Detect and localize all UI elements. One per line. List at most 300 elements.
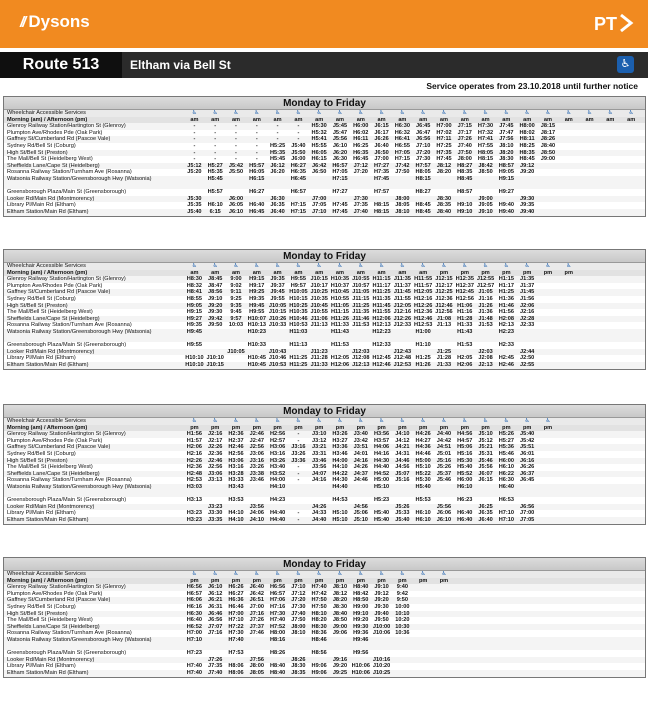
time-cell: H7:50 <box>311 603 327 610</box>
time-cell: 10:36 <box>395 630 410 637</box>
time-cell: H9:10 <box>457 208 473 215</box>
accessible-row <box>4 263 645 270</box>
time-cell: H8:26 <box>269 650 286 657</box>
time-cell: H12:45 <box>372 355 391 362</box>
time-cell: H8:20 <box>311 617 327 624</box>
time-cell: H1:26 <box>415 361 431 368</box>
time-cell: H6:45 <box>353 156 369 163</box>
time-cell: J5:31 <box>478 450 493 457</box>
time-cell <box>538 202 559 209</box>
time-cell: J4:40 <box>436 431 452 438</box>
time-cell <box>413 584 434 591</box>
time-cell: J8:40 <box>436 208 452 215</box>
timetable-row <box>4 617 645 624</box>
ampm-cell: pm <box>273 424 282 431</box>
time-cell <box>558 136 579 143</box>
time-cell: H11:05 <box>330 302 349 309</box>
time-cell <box>579 176 600 189</box>
ampm-cell: pm <box>418 577 428 584</box>
time-cell: J8:45 <box>208 276 223 283</box>
time-cell <box>621 143 642 150</box>
time-cell: J8:40 <box>332 610 348 617</box>
wheelchair-icon: ♿ <box>337 418 343 424</box>
time-cell: - <box>214 129 217 136</box>
timetable-title: Monday to Friday <box>4 97 645 110</box>
time-cell: H7:02 <box>436 129 452 136</box>
time-cell: H2:08 <box>498 315 514 322</box>
stop-name: Eltham Station/Main Rd (Eltham) <box>7 669 89 676</box>
time-cell: H2:56 <box>228 450 244 457</box>
wheelchair-icon: ♿ <box>212 571 218 577</box>
time-cell: J9:25 <box>332 669 348 676</box>
timetable-row <box>4 143 645 150</box>
time-cell <box>600 130 621 137</box>
wheelchair-icon: ♿ <box>399 110 405 116</box>
time-cell: J8:10 <box>395 208 410 215</box>
time-cell: H7:23 <box>186 650 203 657</box>
wheelchair-icon: ♿ <box>295 571 301 577</box>
time-cell: H11:15 <box>372 276 391 283</box>
time-cell <box>434 597 455 604</box>
time-cell: H3:06 <box>228 457 244 464</box>
time-cell: J2:16 <box>519 309 535 316</box>
time-cell: J10:57 <box>352 282 370 289</box>
time-cell: H4:16 <box>373 450 390 457</box>
time-cell: J5:45 <box>332 123 348 130</box>
time-cell: H7:40 <box>186 663 203 670</box>
time-cell: H6:30 <box>498 477 514 484</box>
time-cell: J9:10 <box>374 584 389 591</box>
time-cell: 10:30 <box>395 623 410 630</box>
time-cell: H6:40 <box>457 516 473 523</box>
time-cell: H4:52 <box>373 470 390 477</box>
wheelchair-icon: ♿ <box>275 418 281 424</box>
timetable-row <box>4 130 645 137</box>
time-cell: H5:16 <box>457 450 473 457</box>
stop-name: Sydney Rd/Bell St (Coburg) <box>7 142 76 149</box>
timetable-row <box>4 362 645 369</box>
time-cell: H8:57 <box>498 162 514 169</box>
ampm-cell: pm <box>252 577 261 584</box>
wheelchair-icon: ♿ <box>566 263 572 269</box>
time-cell: H4:10 <box>269 483 286 490</box>
wheelchair-icon: ♿ <box>212 110 218 116</box>
time-cell: J2:03 <box>478 348 493 355</box>
time-cell: J9:30 <box>208 309 223 316</box>
wheelchair-icon: ♿ <box>254 418 260 424</box>
time-cell: J10:26 <box>268 315 287 322</box>
time-cell: H6:23 <box>457 497 473 504</box>
time-cell: H5:10 <box>332 510 348 517</box>
time-cell: H5:40 <box>373 516 390 523</box>
time-cell: H7:10 <box>186 636 203 643</box>
time-cell <box>413 504 434 511</box>
wheelchair-icon: ♿ <box>295 418 301 424</box>
time-cell: J5:10 <box>478 431 493 438</box>
time-cell: J8:10 <box>499 142 514 149</box>
time-cell: J6:40 <box>270 208 285 215</box>
time-cell: J6:21 <box>208 597 223 604</box>
time-cell: H8:16 <box>269 636 286 643</box>
time-cell: J5:56 <box>332 136 348 143</box>
time-cell: H9:46 <box>353 636 369 643</box>
timetable-row <box>4 123 645 130</box>
time-cell: J7:05 <box>519 516 535 523</box>
time-cell: J4:31 <box>395 450 410 457</box>
time-cell: H1:17 <box>498 282 514 289</box>
time-cell: J3:35 <box>208 516 223 523</box>
time-cell <box>538 464 559 471</box>
time-cell: H6:57 <box>186 590 203 597</box>
time-cell <box>288 484 309 497</box>
time-cell: H5:26 <box>498 431 514 438</box>
time-cell: J2:17 <box>208 437 223 444</box>
time-cell: H7:25 <box>436 142 452 149</box>
time-cell: - <box>255 142 258 149</box>
time-cell: H10:33 <box>247 342 266 349</box>
timetable-block <box>3 404 646 525</box>
stop-name: Eltham Station/Main Rd (Eltham) <box>7 361 89 368</box>
time-cell: H7:00 <box>436 123 452 130</box>
time-cell: J5:30 <box>187 195 202 202</box>
time-cell <box>205 484 226 497</box>
time-cell: J3:26 <box>291 450 306 457</box>
time-cell: - <box>214 123 217 130</box>
time-cell: J9:20 <box>374 597 389 604</box>
timetable-row <box>4 444 645 451</box>
time-cell: H3:27 <box>332 437 348 444</box>
time-cell: J7:20 <box>416 149 431 156</box>
time-cell <box>267 176 288 189</box>
time-cell: H5:57 <box>249 162 265 169</box>
time-cell: 6:15 <box>209 208 221 215</box>
time-cell: J12:16 <box>393 309 412 316</box>
time-cell: H1:43 <box>457 328 473 335</box>
time-cell: J7:00 <box>519 510 535 517</box>
stop-name: Rosanna Railway Station/Turnham Ave (Rosanna) <box>7 322 132 329</box>
time-cell: J4:40 <box>312 516 327 523</box>
time-cell: H5:52 <box>457 470 473 477</box>
time-cell: J11:45 <box>393 289 411 296</box>
time-cell: 9:35 <box>230 302 242 309</box>
stop-name: Rosanna Railway Station/Turnham Ave (Rosanna) <box>7 169 132 176</box>
ampm-cell: am <box>252 269 261 276</box>
time-cell: J4:26 <box>312 503 327 510</box>
time-cell <box>267 657 288 664</box>
wheelchair-icon: ♿ <box>254 263 260 269</box>
time-cell: H10:05 <box>289 289 308 296</box>
time-cell: H8:40 <box>353 584 369 591</box>
accessible-label: Wheelchair Accessible Services <box>7 263 86 269</box>
time-cell: J3:12 <box>312 437 327 444</box>
time-cell <box>475 176 496 189</box>
time-cell: H3:46 <box>332 450 348 457</box>
time-cell: H3:23 <box>186 516 203 523</box>
time-cell: J11:13 <box>310 322 328 329</box>
wheelchair-icon: ♿ <box>441 418 447 424</box>
wheelchair-icon: ♿ <box>399 418 405 424</box>
time-cell <box>600 196 621 203</box>
time-cell: H5:10 <box>373 483 390 490</box>
time-cell: J12:08 <box>352 355 370 362</box>
timetable-row <box>4 176 645 189</box>
time-cell: J12:55 <box>476 276 495 283</box>
stop-name: Sydney Rd/Bell St (Coburg) <box>7 450 76 457</box>
time-cell: H2:16 <box>186 450 203 457</box>
time-cell: J6:20 <box>332 149 348 156</box>
time-cell: J6:25 <box>478 503 493 510</box>
stop-name: Gaffney St/Cumberland Rd (Pascoe Vale) <box>7 136 111 143</box>
timetable-row <box>4 504 645 511</box>
wheelchair-icon: ♿ <box>358 571 364 577</box>
time-cell: H7:27 <box>373 162 390 169</box>
timetable-row <box>4 477 645 484</box>
time-cell <box>184 657 205 664</box>
time-cell: H9:56 <box>353 650 369 657</box>
wheelchair-icon: ♿ <box>503 418 509 424</box>
time-cell: J8:15 <box>540 123 556 130</box>
ampm-cell: am <box>502 116 511 123</box>
route-number: Route 513 <box>0 52 122 78</box>
time-cell: J12:48 <box>393 355 412 362</box>
time-cell: H8:41 <box>186 289 203 296</box>
time-cell: J6:45 <box>519 477 535 484</box>
time-cell: J6:40 <box>478 516 493 523</box>
time-cell: H5:40 <box>373 510 390 517</box>
stop-name: Watsonia Railway Station/Greensborough Hwy (Watsonia) <box>7 175 152 182</box>
time-cell: J3:56 <box>312 464 327 471</box>
time-cell <box>413 617 434 624</box>
time-cell <box>288 196 309 203</box>
time-cell <box>434 611 455 618</box>
time-cell: H7:00 <box>186 630 203 637</box>
time-cell: - <box>193 123 196 130</box>
time-cell: J12:46 <box>435 302 453 309</box>
timetable-row <box>4 322 645 329</box>
time-cell: H5:35 <box>269 149 286 156</box>
time-cell: J6:40 <box>374 142 389 149</box>
time-cell: H10:07 <box>247 315 266 322</box>
time-cell: H12:37 <box>455 282 474 289</box>
time-cell: H8:45 <box>519 156 535 163</box>
time-cell <box>538 438 559 445</box>
time-cell: H5:45 <box>207 175 223 182</box>
wheelchair-icon: ♿ <box>358 110 364 116</box>
time-cell: J7:16 <box>249 610 264 617</box>
time-cell <box>558 276 579 283</box>
time-cell: H11:03 <box>289 328 308 335</box>
time-cell: J1:36 <box>478 309 493 316</box>
time-cell: H8:32 <box>186 282 203 289</box>
time-cell: H2:57 <box>269 437 286 444</box>
ampm-cell: am <box>356 116 365 123</box>
time-cell: H7:10 <box>498 516 514 523</box>
time-cell <box>413 630 434 637</box>
time-cell: J9:35 <box>519 202 535 209</box>
time-cell: H8:55 <box>186 295 203 302</box>
time-cell: J2:50 <box>519 355 535 362</box>
time-cell: J7:50 <box>291 617 306 624</box>
wheelchair-icon: ♿ <box>545 418 551 424</box>
time-cell: J2:56 <box>208 464 223 471</box>
time-cell: H4:10 <box>332 464 348 471</box>
time-cell: H2:06 <box>186 444 203 451</box>
time-cell: J1:08 <box>436 315 452 322</box>
wheelchair-icon: ♿ <box>441 110 447 116</box>
time-cell: H12:45 <box>455 289 474 296</box>
time-cell: J7:35 <box>208 663 223 670</box>
time-cell <box>392 484 413 497</box>
time-cell: H11:55 <box>414 276 433 283</box>
time-cell <box>205 637 226 650</box>
time-cell: J5:47 <box>332 129 348 136</box>
timetable-row <box>4 458 645 465</box>
time-cell <box>267 329 288 342</box>
ampm-cell: am <box>627 116 636 123</box>
time-cell: J9:20 <box>208 302 223 309</box>
wheelchair-icon: ♿ <box>524 110 530 116</box>
time-cell: J10:45 <box>310 302 328 309</box>
time-cell <box>434 657 455 664</box>
time-cell: - <box>235 129 237 136</box>
time-cell: J7:45 <box>499 123 514 130</box>
time-cell: H5:06 <box>457 444 473 451</box>
time-cell: H10:25 <box>289 302 308 309</box>
time-cell: - <box>255 149 258 156</box>
time-cell: J10:43 <box>268 348 287 355</box>
time-cell: J9:35 <box>270 276 285 283</box>
time-cell: H7:52 <box>269 623 286 630</box>
time-cell <box>538 444 559 451</box>
wheelchair-icon: ♿ <box>420 418 426 424</box>
time-cell: J5:26 <box>436 464 452 471</box>
time-cell: J4:56 <box>395 464 410 471</box>
time-cell <box>538 176 559 189</box>
ampm-cell: pm <box>252 424 261 431</box>
time-cell: - <box>214 156 217 163</box>
time-cell: J7:07 <box>208 623 223 630</box>
time-cell: - <box>214 149 217 156</box>
ampm-cell: pm <box>481 269 490 276</box>
time-cell <box>538 322 559 329</box>
time-cell <box>538 517 559 524</box>
stop-name: The Mall/Bell St (Heidelberg West) <box>7 464 93 471</box>
time-cell: J8:10 <box>332 584 348 591</box>
time-cell <box>392 497 413 504</box>
time-cell: J6:42 <box>249 590 264 597</box>
time-cell: J7:17 <box>457 129 472 136</box>
time-cell: 9:40 <box>396 584 408 591</box>
stop-name: Looker Rd/Main Rd (Montmorency) <box>7 656 95 663</box>
time-cell <box>413 597 434 604</box>
time-cell: - <box>297 123 300 130</box>
time-cell <box>205 196 226 203</box>
time-cell: J11:23 <box>310 348 328 355</box>
time-cell: J7:30 <box>353 195 368 202</box>
time-cell <box>558 169 579 176</box>
time-cell: H5:57 <box>207 189 223 196</box>
time-cell: J9:06 <box>332 630 348 637</box>
time-cell <box>600 202 621 209</box>
time-cell: J10:35 <box>310 295 328 302</box>
time-cell: J3:36 <box>291 457 306 464</box>
time-cell: J12:56 <box>435 309 453 316</box>
time-cell: J7:46 <box>249 630 264 637</box>
time-cell: H10:35 <box>330 276 350 283</box>
stop-name: The Mall/Bell St (Heidelberg West) <box>7 617 93 624</box>
time-cell: H8:35 <box>519 149 535 156</box>
timetable-row <box>4 296 645 303</box>
ampm-cell: am <box>398 269 407 276</box>
time-cell: H8:06 <box>228 663 244 670</box>
time-cell: H12:05 <box>330 355 350 362</box>
time-cell: - <box>297 136 300 143</box>
time-cell: J5:42 <box>519 437 535 444</box>
time-cell <box>538 329 559 342</box>
time-cell: H1:57 <box>186 437 203 444</box>
wheelchair-icon: ♿ <box>462 263 468 269</box>
stop-name: Looker Rd/Main Rd (Montmorency) <box>7 195 95 202</box>
timetable-row <box>4 309 645 316</box>
time-cell: H9:05 <box>498 169 514 176</box>
time-cell <box>371 504 392 511</box>
time-cell: H2:13 <box>498 322 514 329</box>
time-cell: H6:46 <box>228 603 244 610</box>
time-cell <box>413 611 434 618</box>
time-cell <box>558 355 579 362</box>
time-cell: J4:56 <box>353 503 368 510</box>
stop-name: High St/Bell St (Preston) <box>7 457 68 464</box>
time-cell: J11:15 <box>352 295 370 302</box>
time-cell: J9:30 <box>374 603 389 610</box>
time-cell <box>600 123 621 130</box>
time-cell <box>558 316 579 323</box>
timetable-title: Monday to Friday <box>4 250 645 263</box>
time-cell: J8:00 <box>457 156 472 163</box>
time-cell: H3:40 <box>269 464 286 471</box>
time-cell: J6:30 <box>332 156 348 163</box>
time-cell: H4:40 <box>269 510 286 517</box>
timetable-row <box>4 163 645 170</box>
time-cell: H6:10 <box>415 510 431 517</box>
time-cell: H6:26 <box>228 584 244 591</box>
time-cell: H10:10 <box>185 361 204 368</box>
wheelchair-icon: ♿ <box>337 571 343 577</box>
time-cell <box>517 189 538 196</box>
time-cell <box>558 130 579 137</box>
time-cell: H4:00 <box>269 477 286 484</box>
time-cell: H8:30 <box>311 623 327 630</box>
time-cell: J7:12 <box>353 162 368 169</box>
time-cell: H10:46 <box>289 315 308 322</box>
time-cell <box>621 163 642 170</box>
time-cell: H2:46 <box>228 444 244 451</box>
time-cell <box>538 283 559 290</box>
time-cell <box>600 176 621 189</box>
time-cell: J8:40 <box>540 142 556 149</box>
timetable-row <box>4 329 645 342</box>
time-cell: H7:57 <box>373 189 390 196</box>
time-cell: - <box>214 136 217 143</box>
time-cell <box>205 329 226 342</box>
time-cell: H8:15 <box>373 202 390 209</box>
time-cell: H1:53 <box>457 342 473 349</box>
ampm-cell: pm <box>273 577 282 584</box>
time-cell: J6:40 <box>249 584 264 591</box>
ampm-row <box>4 578 645 585</box>
time-cell <box>226 657 247 664</box>
stop-name: Eltham Station/Main Rd (Eltham) <box>7 516 89 523</box>
